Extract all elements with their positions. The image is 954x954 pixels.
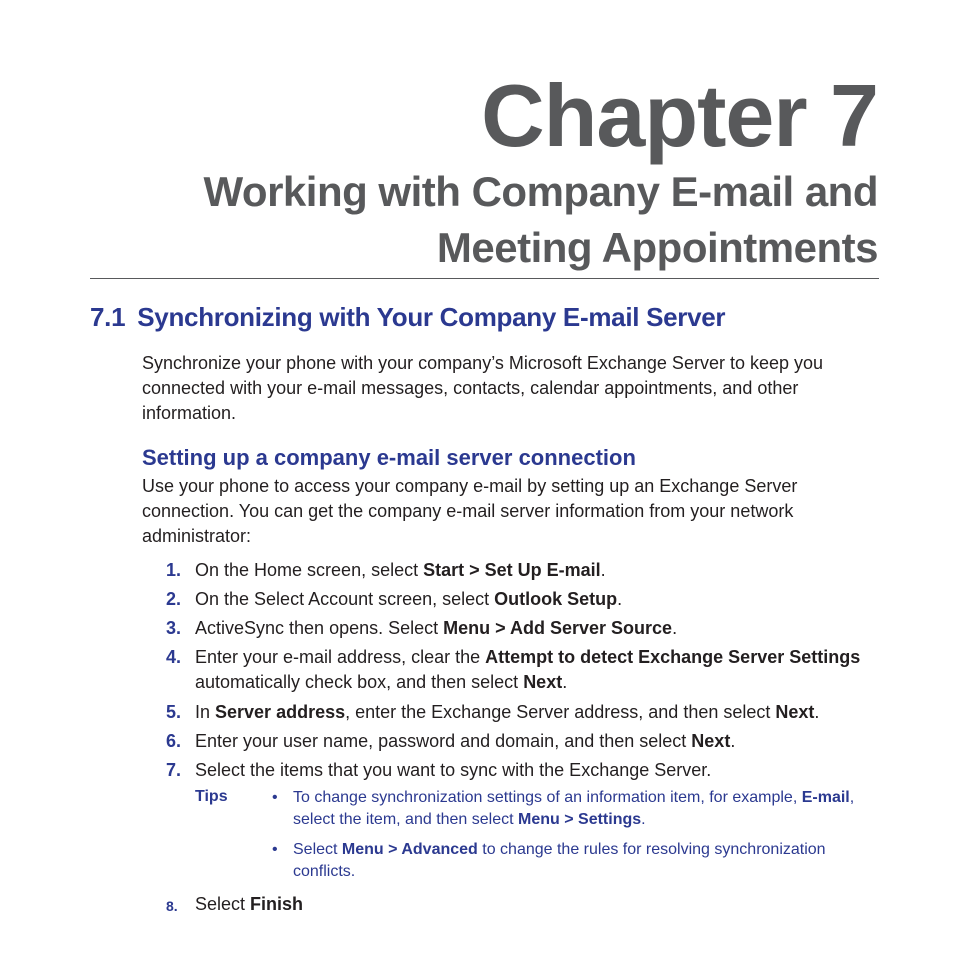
- step-text: Select Finish: [195, 894, 304, 914]
- step-number: 8.: [166, 898, 178, 914]
- step-number: 3.: [166, 618, 182, 638]
- subsection-heading: Setting up a company e-mail server connection: [142, 445, 636, 470]
- subsection-text: Use your phone to access your company e-mail by setting up an Exchange Server connection. You can get the company e-mail server information from your network administrator:: [142, 476, 798, 546]
- divider: [90, 278, 879, 279]
- tips-label: Tips: [195, 788, 228, 805]
- step-text: On the Home screen, select Start > Set Up E-mail.: [195, 560, 606, 580]
- step-number: 4.: [166, 647, 182, 667]
- bullet-icon: •: [272, 789, 278, 806]
- step-text: On the Select Account screen, select Outlook Setup.: [195, 589, 623, 609]
- chapter-title: Chapter 7: [481, 66, 878, 165]
- step-number: 1.: [166, 560, 182, 580]
- step-text: ActiveSync then opens. Select Menu > Add Server Source.: [195, 618, 678, 638]
- section-number: 7.1: [90, 302, 126, 332]
- step-text: Enter your user name, password and domain, and then select Next.: [195, 731, 736, 751]
- bullet-icon: •: [272, 841, 278, 858]
- section-title: Synchronizing with Your Company E-mail Server: [137, 302, 726, 332]
- section-heading: [90, 302, 725, 333]
- tip-text: Select Menu > Advanced to change the rules for resolving synchronization conflicts.: [293, 841, 826, 880]
- step-text: Enter your e-mail address, clear the Attempt to detect Exchange Server Settings automatically check box, and then select Next.: [195, 647, 861, 692]
- step-text: Select the items that you want to sync with the Exchange Server.: [195, 760, 712, 780]
- tip-text: To change synchronization settings of an information item, for example, E-mail, select the item, and then select Menu > Settings.: [293, 789, 855, 828]
- step-number: 2.: [166, 589, 182, 609]
- chapter-subtitle: [204, 164, 878, 276]
- step-number: 6.: [166, 731, 182, 751]
- step-number: 7.: [166, 760, 182, 780]
- chapter-subtitle-line-2: Meeting Appointments: [436, 224, 878, 271]
- step-text: In Server address, enter the Exchange Server address, and then select Next.: [195, 702, 820, 722]
- chapter-subtitle-line-1: Working with Company E-mail and: [203, 168, 878, 215]
- section-intro: Synchronize your phone with your company’s Microsoft Exchange Server to keep you connected with your e-mail messages, contacts, calendar appointments, and other information.: [142, 353, 824, 423]
- step-number: 5.: [166, 702, 182, 722]
